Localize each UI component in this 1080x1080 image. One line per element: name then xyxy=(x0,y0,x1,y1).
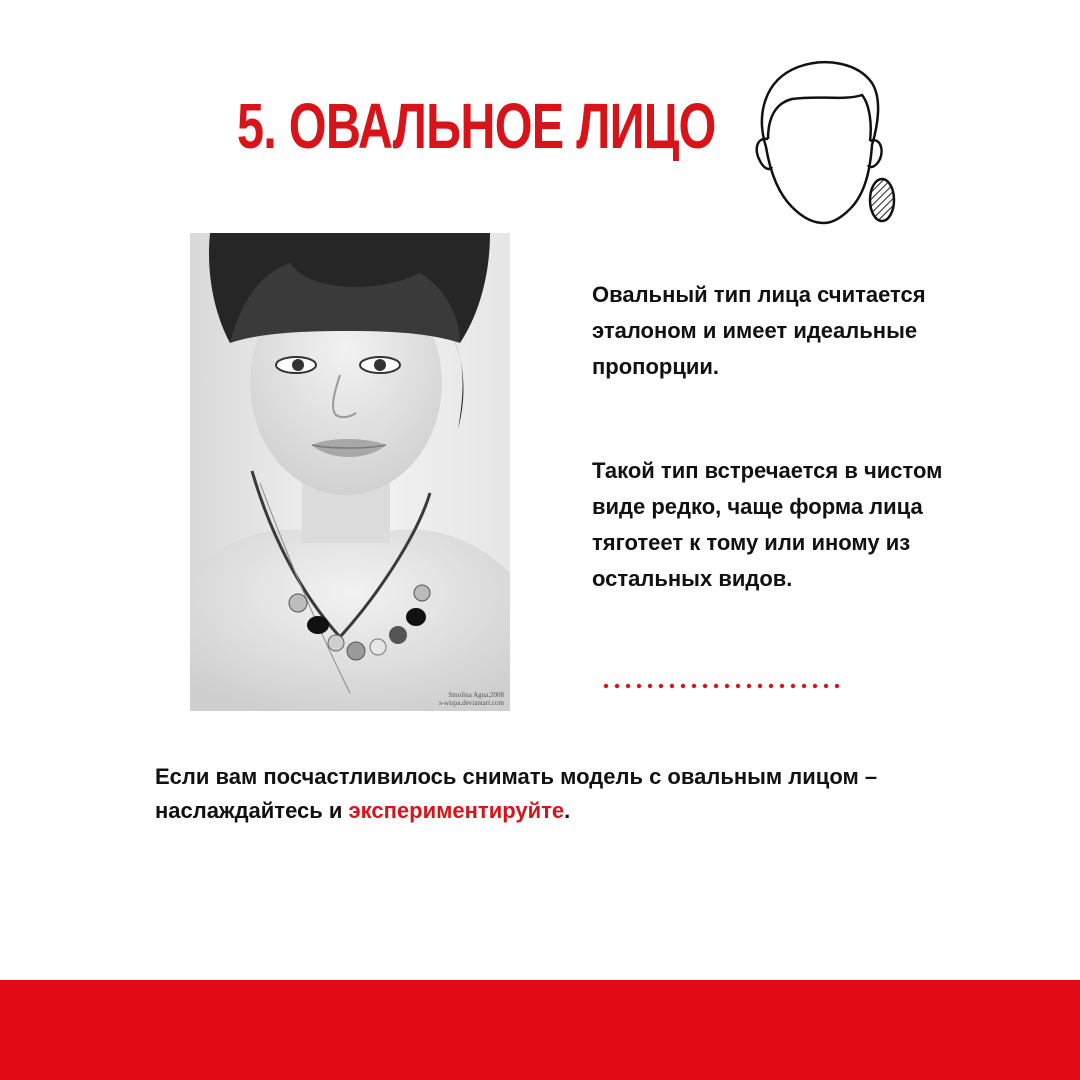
divider-dot xyxy=(604,684,608,688)
divider-dot xyxy=(747,684,751,688)
divider-dot xyxy=(681,684,685,688)
portrait-photo xyxy=(190,233,510,711)
oval-face-diagram-icon xyxy=(746,55,906,235)
divider-dot xyxy=(780,684,784,688)
description-paragraph-2: Такой тип встречается в чистом виде редко, чаще форма лица тяготеет к тому или иному из остальных видов. xyxy=(592,458,943,591)
hairline xyxy=(768,95,871,141)
oval-shape-marker xyxy=(870,179,894,221)
divider-dot xyxy=(835,684,839,688)
photo-watermark xyxy=(439,691,504,707)
divider-dot xyxy=(736,684,740,688)
divider-dot xyxy=(615,684,619,688)
divider-dot xyxy=(670,684,674,688)
divider-dot xyxy=(648,684,652,688)
divider-dot xyxy=(769,684,773,688)
page-title: 5. ОВАЛЬНОЕ ЛИЦО xyxy=(237,90,716,162)
dotted-divider xyxy=(603,680,845,692)
divider-dot xyxy=(725,684,729,688)
face-outline xyxy=(762,62,878,223)
photo-watermark-line-1: Smolina Agna,2008 xyxy=(448,691,504,699)
photo-watermark-line-2: s-wispa.deviantart.com xyxy=(439,699,504,707)
divider-dot xyxy=(703,684,707,688)
divider-dot xyxy=(714,684,718,688)
divider-dot xyxy=(692,684,696,688)
divider-dot xyxy=(791,684,795,688)
footer-bar xyxy=(0,980,1080,1080)
bottom-note-end: . xyxy=(564,798,571,823)
description-paragraph-1: Овальный тип лица считается эталоном и имеет идеальные пропорции. xyxy=(592,282,926,379)
divider-dot xyxy=(802,684,806,688)
divider-dot xyxy=(637,684,641,688)
divider-dot xyxy=(824,684,828,688)
bottom-note-accent-word: экспериментируйте xyxy=(348,798,565,823)
divider-dot xyxy=(813,684,817,688)
bottom-note xyxy=(155,760,1015,828)
portrait-image xyxy=(190,233,510,711)
divider-dot xyxy=(659,684,663,688)
bottom-note-text: Если вам посчастливилось снимать модель с овальным лицом – наслаждайтесь и xyxy=(155,764,878,823)
divider-dot xyxy=(758,684,762,688)
divider-dot xyxy=(626,684,630,688)
